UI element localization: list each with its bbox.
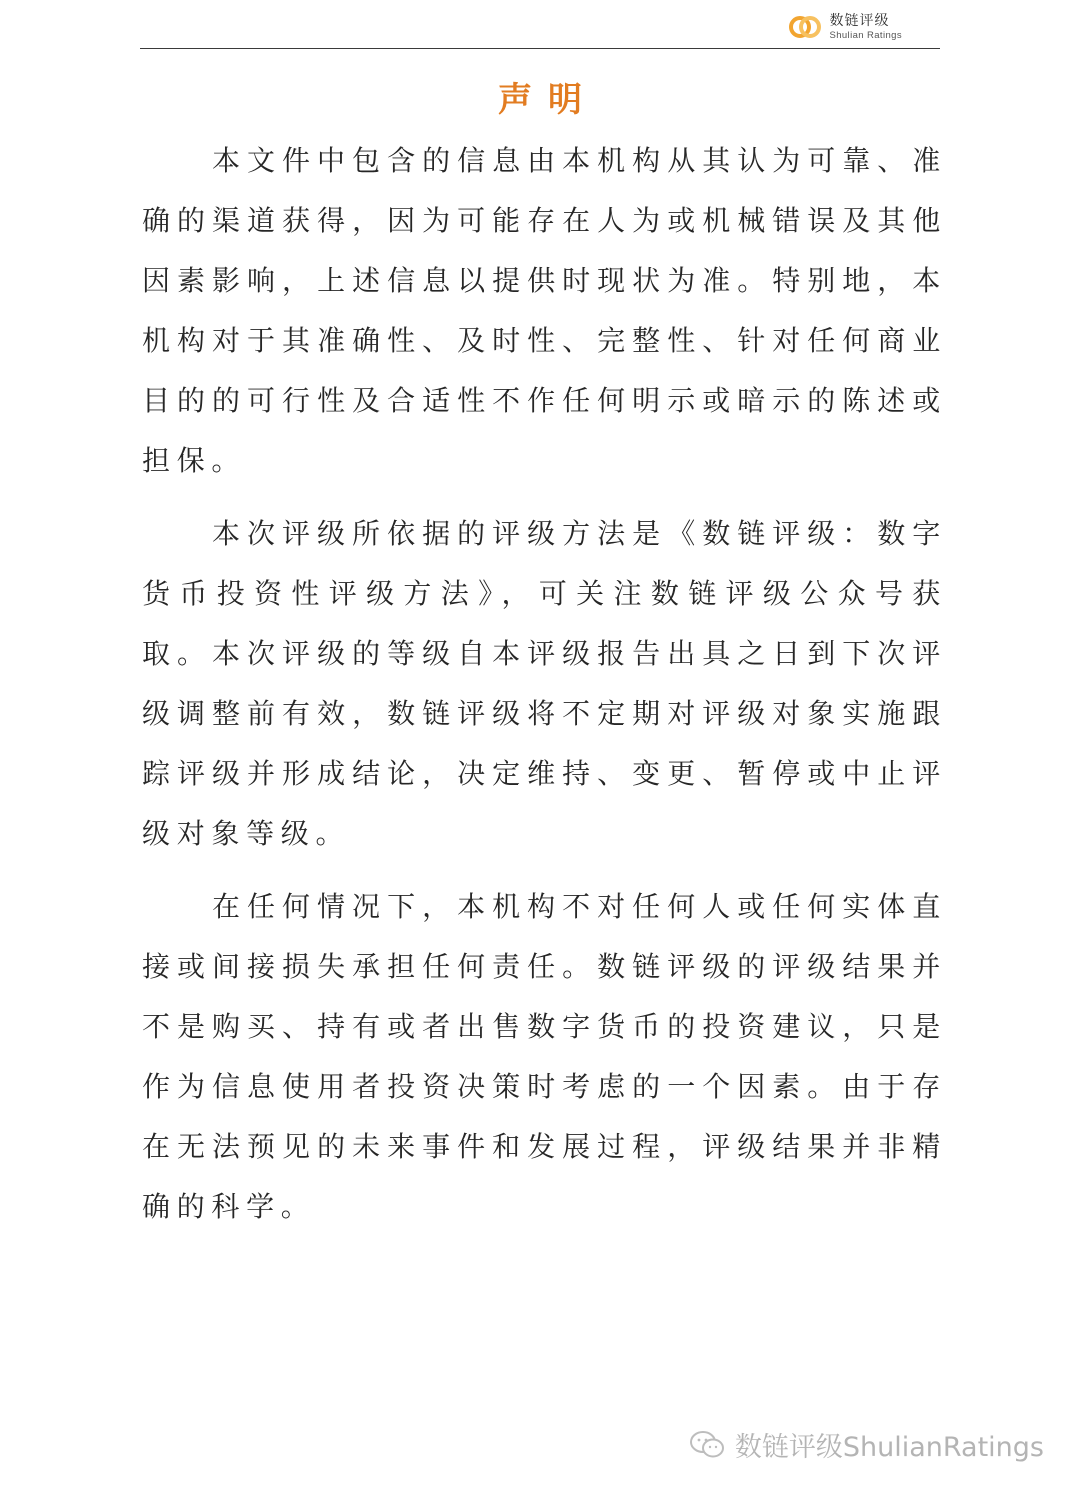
shulian-logo-icon [789,14,821,40]
page-title: 声明 [498,80,598,120]
logo-chinese-name: 数链评级 [829,12,890,29]
watermark-text: 数链评级ShulianRatings [734,1432,1044,1463]
wechat-watermark [689,1425,1044,1464]
statement-paragraph-3: 在任何情况下，本机构不对任何人或任何实体直接或间接损失承担任何责任。数链评级的评级结果并不是购买、持有或者出售数字货币的投资建议，只是作为信息使用者投资决策时考虑的一个因素。由于存在无法预见的未来事件和发展过程，评级结果并非精确的科学。 [142,890,947,1223]
statement-body [142,131,947,1250]
page-header [140,0,940,49]
statement-paragraph-1: 本文件中包含的信息由本机构从其认为可靠、准确的渠道获得，因为可能存在人为或机械错误及其他因素影响，上述信息以提供时现状为准。特别地，本机构对于其准确性、及时性、完整性、针对任何商业目的的可行性及合适性不作任何明示或暗示的陈述或担保。 [142,144,947,477]
statement-paragraph-2: 本次评级所依据的评级方法是《数链评级：数字货币投资性评级方法》，可关注数链评级公众号获取。本次评级的等级自本评级报告出具之日到下次评级调整前有效，数链评级将不定期对评级对象实施跟踪评级并形成结论，决定维持、变更、暂停或中止评级对象等级。 [142,517,947,850]
logo-english-name: Shulian Ratings [829,29,902,41]
wechat-icon [689,1430,725,1460]
brand-logo [789,10,902,44]
